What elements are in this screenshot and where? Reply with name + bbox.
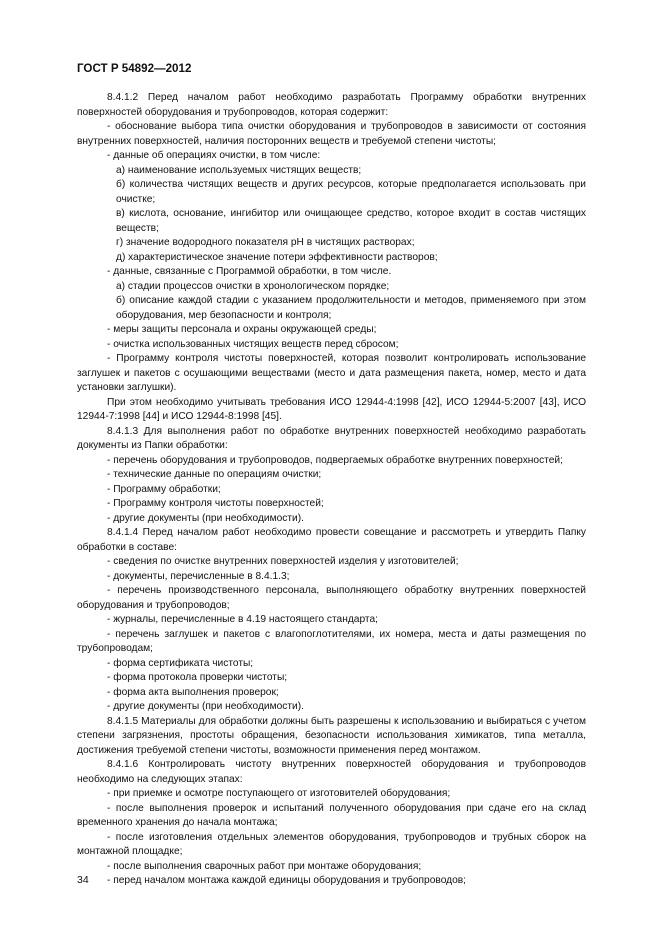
paragraph: 8.4.1.5 Материалы для обработки должны быть разрешены к использованию и выбираться с учетом степени загрязнения, простоты обращения, безопасности использования химикатов, типа металла, достижения требуемой степени чистоты, возможности применения перед монтажом. xyxy=(77,715,586,756)
document-header: ГОСТ Р 54892—2012 xyxy=(77,62,192,75)
paragraph: - перечень производственного персонала, выполняющего обработку внутренних поверхностей оборудования и трубопроводов; xyxy=(77,585,586,611)
document-body xyxy=(77,91,586,889)
paragraph: б) описание каждой стадии с указанием продолжительности и методов, применяемого при этом оборудования, мер безопасности и контроля; xyxy=(116,295,586,321)
paragraph: - после изготовления отдельных элементов оборудования, трубопроводов и трубных сборок на монтажной площадке; xyxy=(77,831,586,857)
paragraph: а) наименование используемых чистящих веществ; xyxy=(116,164,362,176)
paragraph: - форма протокола проверки чистоты; xyxy=(107,672,288,683)
paragraph: - другие документы (при необходимости). xyxy=(107,701,304,712)
paragraph: 8.4.1.3 Для выполнения работ по обработке внутренних поверхностей необходимо разработать документы из Папки обработки: xyxy=(77,425,586,451)
paragraph: 8.4.1.6 Контролировать чистоту внутренних поверхностей оборудования и трубопроводов необходимо на следующих этапах: xyxy=(77,759,586,785)
paragraph: - форма сертификата чистоты; xyxy=(107,657,254,669)
paragraph: - Программу контроля чистоты поверхностей; xyxy=(107,498,324,509)
paragraph: 8.4.1.2 Перед началом работ необходимо разработать Программу обработки внутренних поверхностей оборудования и трубопроводов, которая содержит: xyxy=(77,92,586,118)
paragraph: - данные об операциях очистки, в том числе: xyxy=(107,150,321,161)
paragraph: - документы, перечисленные в 8.4.1.3; xyxy=(107,570,290,582)
paragraph: - очистка использованных чистящих веществ перед сбросом; xyxy=(107,338,399,350)
paragraph: - данные, связанные с Программой обработки, в том числе. xyxy=(107,266,392,277)
paragraph: - Программу контроля чистоты поверхностей, которая позволит контролировать использование заглушек и пакетов с осушающими веществами (место и дата размещения пакета, номер, место и дата установки заглушки). xyxy=(77,353,586,393)
paragraph: - форма акта выполнения проверок; xyxy=(107,686,279,698)
paragraph: в) кислота, основание, ингибитор или очищающее средство, которое входит в состав чистящих веществ; xyxy=(116,208,586,234)
paragraph: - перечень оборудования и трубопроводов, подвергаемых обработке внутренних поверхностей; xyxy=(107,454,563,466)
paragraph: - после выполнения сварочных работ при монтаже оборудования; xyxy=(107,860,422,872)
paragraph: б) количества чистящих веществ и других ресурсов, которые предполагается использовать при очистке; xyxy=(116,179,586,205)
paragraph: - технические данные по операциям очистки; xyxy=(107,469,322,480)
paragraph: При этом необходимо учитывать требования ИСО 12944-4:1998 [42], ИСО 12944-5:2007 [43], ИСО 12944-7:1998 [44] и ИСО 12944-8:1998 [45]. xyxy=(77,396,586,422)
paragraph: г) значение водородного показателя рН в чистящих растворах; xyxy=(116,237,415,248)
paragraph: - после выполнения проверок и испытаний полученного оборудования при сдаче его на склад временного хранения до начала монтажа; xyxy=(77,802,586,828)
paragraph: - сведения по очистке внутренних поверхностей изделия у изготовителей; xyxy=(107,556,459,567)
paragraph: - при приемке и осмотре поступающего от изготовителей оборудования; xyxy=(107,788,451,799)
paragraph: - перечень заглушек и пакетов с влагопоглотителями, их номера, места и даты размещения по трубопроводам; xyxy=(77,628,586,654)
paragraph: - журналы, перечисленные в 4.19 настоящего стандарта; xyxy=(107,614,378,625)
page-number: 34 xyxy=(77,874,89,886)
paragraph: - перед началом монтажа каждой единицы оборудования и трубопроводов; xyxy=(107,875,466,886)
paragraph: а) стадии процессов очистки в хронологическом порядке; xyxy=(116,280,390,292)
paragraph: - Программу обработки; xyxy=(107,483,221,495)
paragraph: 8.4.1.4 Перед началом работ необходимо провести совещание и рассмотреть и утвердить Папку обработки в составе: xyxy=(77,527,586,553)
paragraph: д) характеристическое значение потери эффективности растворов; xyxy=(116,251,438,263)
paragraph: - обоснование выбора типа очистки оборудования и трубопроводов в зависимости от состояния внутренних поверхностей, наличия посторонних веществ и требуемой степени чистоты; xyxy=(77,121,586,147)
paragraph: - меры защиты персонала и охраны окружающей среды; xyxy=(107,324,377,335)
paragraph: - другие документы (при необходимости). xyxy=(107,512,304,524)
